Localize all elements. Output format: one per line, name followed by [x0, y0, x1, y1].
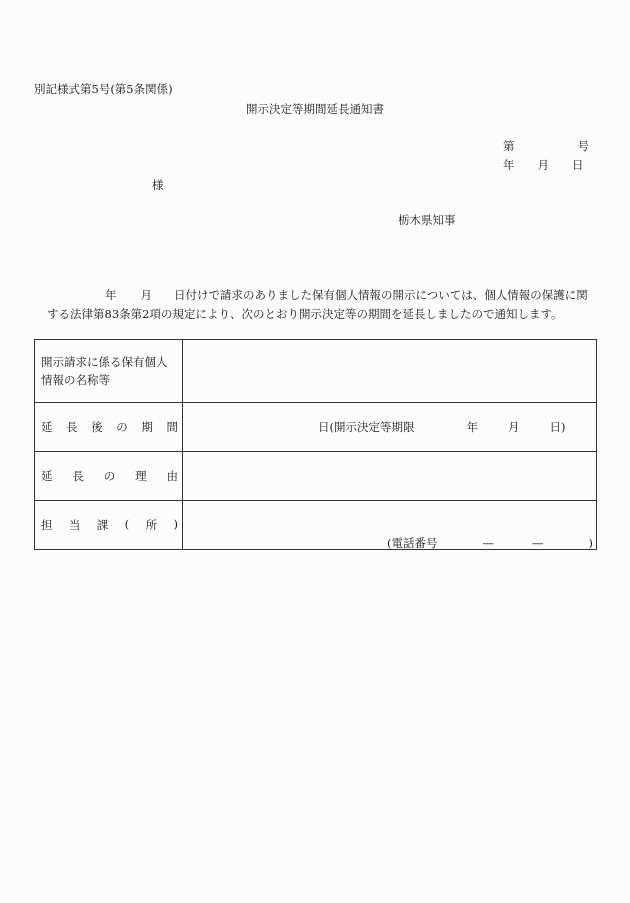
body-month: 月	[140, 288, 152, 302]
number-dai: 第	[503, 139, 515, 153]
label-char: 由	[166, 469, 178, 483]
document-date-line	[503, 157, 584, 173]
extended-period-field[interactable]	[183, 403, 597, 452]
table-row	[35, 403, 597, 452]
requested-info-field[interactable]	[183, 340, 597, 403]
requested-info-label-line1: 開示請求に係る保有個人	[41, 355, 168, 369]
form-number: 別記様式第5号(第5条関係)	[34, 82, 173, 96]
sender-name: 栃木県知事	[398, 213, 456, 227]
phone-number-line	[387, 535, 593, 551]
table-row	[35, 452, 597, 501]
label-char: 延	[41, 469, 53, 483]
department-field[interactable]	[183, 501, 597, 550]
label-char: 当	[68, 518, 81, 532]
extension-reason-label	[35, 452, 183, 501]
requested-info-label-line2: 情報の名称等	[41, 373, 110, 387]
phone-label: (電話番号	[387, 536, 438, 550]
label-char: の	[103, 469, 116, 483]
extended-period-value	[183, 419, 596, 435]
body-text-line-1	[105, 287, 588, 303]
extension-reason-field[interactable]	[183, 452, 597, 501]
phone-dash: —	[532, 536, 544, 550]
extension-details-table	[34, 339, 597, 550]
label-char: 担	[41, 518, 53, 532]
date-month: 月	[537, 158, 549, 172]
phone-dash: —	[482, 536, 494, 550]
label-char: 長	[66, 420, 78, 434]
table-row	[35, 340, 597, 403]
body-line1-rest: 日付けで請求のありました保有個人情報の開示については、個人情報の保護に関	[174, 288, 588, 302]
requested-info-label	[35, 340, 183, 403]
date-year: 年	[503, 158, 515, 172]
label-char: 後	[91, 420, 103, 434]
label-char: 長	[72, 469, 84, 483]
label-char: 期	[141, 420, 153, 434]
label-char: 所	[145, 518, 158, 532]
phone-close: )	[588, 536, 593, 550]
label-char: 理	[135, 469, 147, 483]
label-char: の	[116, 420, 128, 434]
label-char: )	[173, 517, 178, 531]
number-go: 号	[577, 139, 589, 153]
label-char: 延	[41, 420, 53, 434]
label-char: 間	[166, 420, 178, 434]
document-number-line	[503, 138, 589, 154]
extended-period-label	[35, 403, 183, 452]
table-row	[35, 501, 597, 550]
document-title: 開示決定等期間延長通知書	[246, 102, 384, 116]
label-char: (	[124, 517, 130, 531]
body-year: 年	[105, 288, 117, 302]
date-day: 日	[572, 158, 584, 172]
addressee-suffix: 様	[152, 178, 164, 192]
department-label	[35, 501, 183, 550]
deadline-year: 年	[466, 420, 478, 434]
deadline-prefix: 日(開示決定等期限	[318, 420, 415, 434]
body-text-line-2: する法律第83条第2項の規定により、次のとおり開示決定等の期間を延長しましたので通知します。	[47, 307, 563, 321]
deadline-day: 日)	[549, 420, 566, 434]
deadline-month: 月	[508, 420, 520, 434]
label-char: 課	[96, 518, 109, 532]
